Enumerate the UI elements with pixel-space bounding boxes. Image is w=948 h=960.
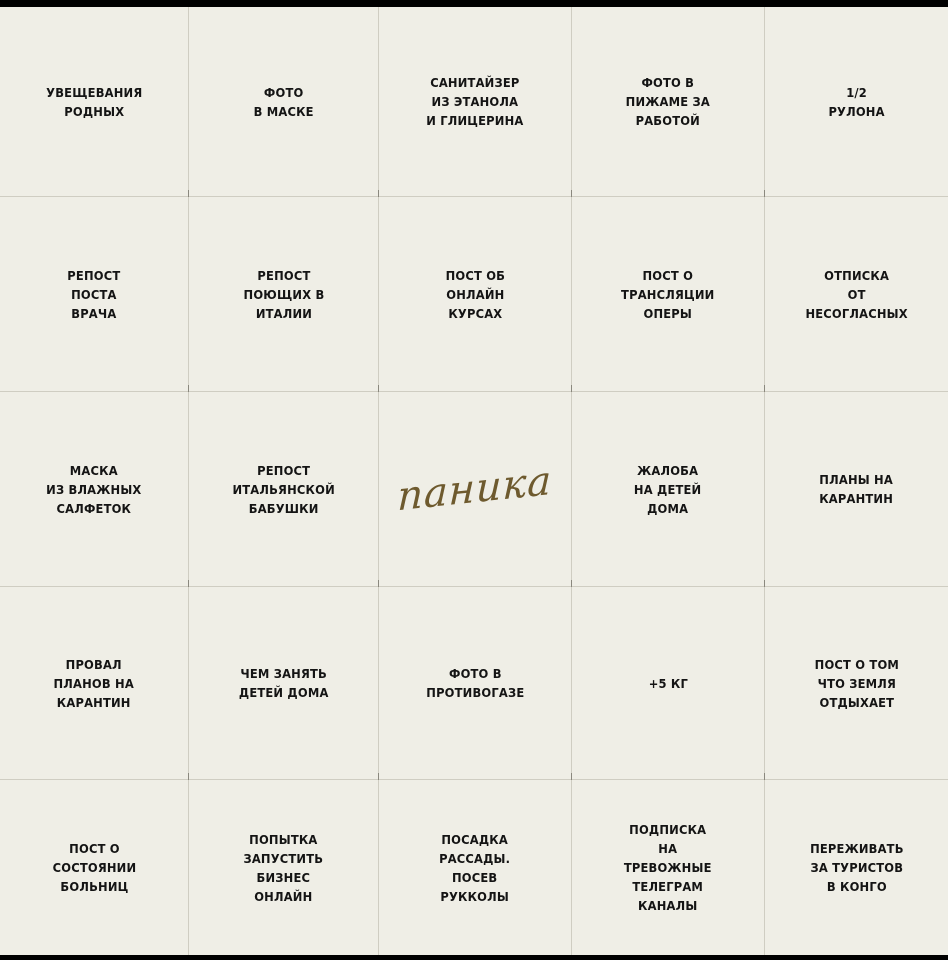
- bingo-cell: [765, 7, 948, 197]
- cell-label: ПОСТ О СОСТОЯНИИ БОЛЬНИЦ: [52, 841, 136, 894]
- bingo-cell: [572, 197, 765, 392]
- cell-label: РЕПОСТ ИТАЛЬЯНСКОЙ БАБУШКИ: [232, 462, 335, 516]
- cell-label: ПЕРЕЖИВАТЬ ЗА ТУРИСТОВ В КОНГО: [809, 841, 904, 894]
- cell-label: ФОТО В ПИЖАМЕ ЗА РАБОТОЙ: [625, 75, 711, 128]
- cell-label: ПОСТ О ТРАНСЛЯЦИИ ОПЕРЫ: [621, 267, 715, 321]
- bingo-cell: [189, 392, 379, 587]
- bingo-cell: [765, 780, 948, 955]
- bingo-cell: [765, 587, 948, 780]
- cell-label: ФОТО В ПРОТИВОГАЗЕ: [425, 666, 525, 700]
- bingo-cell: [379, 780, 572, 955]
- bingo-cell: [765, 392, 948, 587]
- bingo-cell: [189, 7, 379, 197]
- cell-label: САНИТАЙЗЕР ИЗ ЭТАНОЛА И ГЛИЦЕРИНА: [426, 75, 524, 128]
- bingo-cell: [379, 197, 572, 392]
- cell-label: 1/2 РУЛОНА: [828, 84, 885, 119]
- cell-label: +5 КГ: [648, 675, 688, 691]
- bingo-cell: [0, 392, 189, 587]
- cell-label: ПРОВАЛ ПЛАНОВ НА КАРАНТИН: [53, 656, 135, 710]
- cell-label: ПОСАДКА РАССАДЫ. ПОСЕВ РУККОЛЫ: [439, 831, 511, 904]
- cell-label: ЖАЛОБА НА ДЕТЕЙ ДОМА: [634, 462, 702, 516]
- cell-label: РЕПОСТ ПОСТА ВРАЧА: [67, 267, 121, 321]
- cell-label: УВЕЩЕВАНИЯ РОДНЫХ: [45, 84, 143, 119]
- bingo-cell: [765, 197, 948, 392]
- free-cell-label: паника: [396, 457, 554, 521]
- bingo-cell: [189, 587, 379, 780]
- bingo-cell: [572, 780, 765, 955]
- bingo-free-cell: [379, 392, 572, 587]
- bingo-cell: [0, 587, 189, 780]
- bingo-cell: [572, 7, 765, 197]
- bingo-cell: [572, 392, 765, 587]
- bingo-cell: [379, 7, 572, 197]
- cell-label: РЕПОСТ ПОЮЩИХ В ИТАЛИИ: [243, 267, 324, 321]
- bingo-cell: [189, 197, 379, 392]
- bingo-cell: [572, 587, 765, 780]
- bingo-cell: [0, 780, 189, 955]
- bingo-cell: [0, 7, 189, 197]
- bingo-cell: [0, 197, 189, 392]
- bingo-board: [0, 7, 948, 955]
- cell-label: ОТПИСКА ОТ НЕСОГЛАСНЫХ: [805, 267, 908, 321]
- cell-label: ЧЕМ ЗАНЯТЬ ДЕТЕЙ ДОМА: [238, 666, 329, 700]
- bingo-cell: [379, 587, 572, 780]
- cell-label: ФОТО В МАСКЕ: [253, 84, 314, 119]
- cell-label: ПОПЫТКА ЗАПУСТИТЬ БИЗНЕС ОНЛАЙН: [243, 831, 324, 904]
- cell-label: МАСКА ИЗ ВЛАЖНЫХ САЛФЕТОК: [46, 462, 142, 516]
- bingo-cell: [189, 780, 379, 955]
- cell-label: ПОСТ О ТОМ ЧТО ЗЕМЛЯ ОТДЫХАЕТ: [814, 656, 899, 710]
- cell-label: ПОДПИСКА НА ТРЕВОЖНЫЕ ТЕЛЕГРАМ КАНАЛЫ: [624, 822, 712, 913]
- cell-label: ПЛАНЫ НА КАРАНТИН: [819, 472, 894, 506]
- cell-label: ПОСТ ОБ ОНЛАЙН КУРСАХ: [445, 267, 505, 321]
